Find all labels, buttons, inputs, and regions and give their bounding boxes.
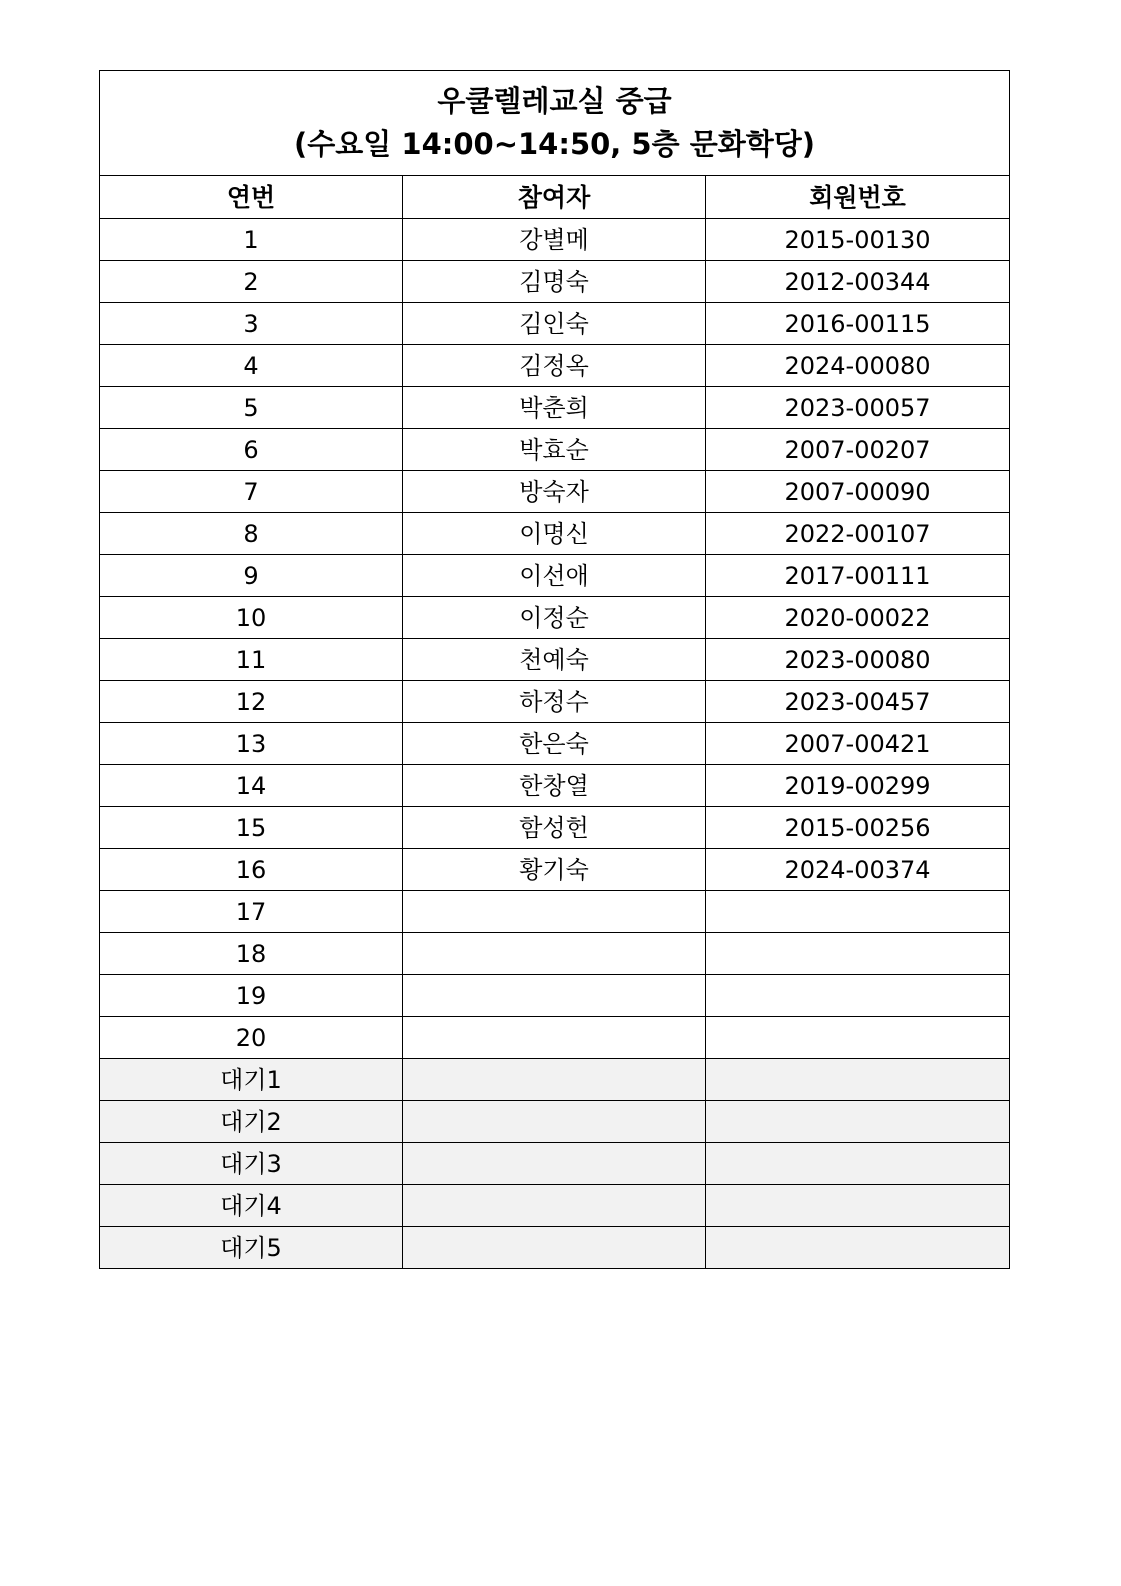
cell-participant: 김정옥: [403, 345, 706, 387]
cell-participant: [403, 1059, 706, 1101]
cell-number: 대기1: [100, 1059, 403, 1101]
cell-number: 12: [100, 681, 403, 723]
cell-member-id: 2007-00207: [706, 429, 1010, 471]
cell-participant: [403, 1227, 706, 1269]
cell-member-id: [706, 1017, 1010, 1059]
table-row: [100, 933, 1010, 975]
table-row: [100, 807, 1010, 849]
table-row: [100, 471, 1010, 513]
title-line-class-name: 우쿨렐레교실 중급: [437, 83, 672, 118]
cell-participant: 한창열: [403, 765, 706, 807]
cell-member-id: 2023-00457: [706, 681, 1010, 723]
column-header-member-id: 회원번호: [706, 176, 1010, 219]
cell-participant: [403, 1143, 706, 1185]
cell-number: 3: [100, 303, 403, 345]
cell-number: 대기5: [100, 1227, 403, 1269]
cell-number: 15: [100, 807, 403, 849]
cell-number: 9: [100, 555, 403, 597]
table-row: [100, 639, 1010, 681]
cell-member-id: 2024-00080: [706, 345, 1010, 387]
table-row: [100, 345, 1010, 387]
cell-participant: [403, 933, 706, 975]
table-row: [100, 513, 1010, 555]
cell-member-id: 2015-00256: [706, 807, 1010, 849]
roster-sheet: [99, 70, 1009, 1269]
title-line-schedule: (수요일 14:00~14:50, 5층 문화학당): [294, 127, 816, 161]
cell-participant: 천예숙: [403, 639, 706, 681]
cell-member-id: 2012-00344: [706, 261, 1010, 303]
cell-member-id: 2007-00090: [706, 471, 1010, 513]
cell-number: 7: [100, 471, 403, 513]
cell-number: 5: [100, 387, 403, 429]
cell-number: 대기3: [100, 1143, 403, 1185]
cell-member-id: 2007-00421: [706, 723, 1010, 765]
cell-participant: 이명신: [403, 513, 706, 555]
cell-number: 8: [100, 513, 403, 555]
cell-participant: 방숙자: [403, 471, 706, 513]
cell-number: 4: [100, 345, 403, 387]
table-row: [100, 849, 1010, 891]
cell-participant: 한은숙: [403, 723, 706, 765]
cell-participant: 이정순: [403, 597, 706, 639]
cell-number: 대기4: [100, 1185, 403, 1227]
cell-number: 대기2: [100, 1101, 403, 1143]
cell-participant: 박춘희: [403, 387, 706, 429]
cell-member-id: 2023-00057: [706, 387, 1010, 429]
cell-member-id: [706, 1101, 1010, 1143]
waitlist-row: [100, 1227, 1010, 1269]
cell-participant: 황기숙: [403, 849, 706, 891]
cell-member-id: [706, 1185, 1010, 1227]
cell-participant: [403, 1185, 706, 1227]
cell-member-id: [706, 933, 1010, 975]
table-row: [100, 555, 1010, 597]
cell-participant: 이선애: [403, 555, 706, 597]
cell-member-id: 2019-00299: [706, 765, 1010, 807]
cell-member-id: 2017-00111: [706, 555, 1010, 597]
cell-number: 2: [100, 261, 403, 303]
cell-member-id: 2024-00374: [706, 849, 1010, 891]
cell-member-id: 2016-00115: [706, 303, 1010, 345]
waitlist-row: [100, 1143, 1010, 1185]
cell-number: 14: [100, 765, 403, 807]
cell-participant: 김명숙: [403, 261, 706, 303]
document-title: [100, 71, 1010, 176]
cell-number: 10: [100, 597, 403, 639]
cell-number: 16: [100, 849, 403, 891]
cell-member-id: 2022-00107: [706, 513, 1010, 555]
table-row: [100, 681, 1010, 723]
cell-number: 17: [100, 891, 403, 933]
cell-number: 13: [100, 723, 403, 765]
cell-member-id: [706, 891, 1010, 933]
column-header-number: 연번: [100, 176, 403, 219]
table-row: [100, 975, 1010, 1017]
waitlist-row: [100, 1059, 1010, 1101]
cell-member-id: [706, 1227, 1010, 1269]
cell-participant: [403, 1101, 706, 1143]
cell-participant: [403, 1017, 706, 1059]
cell-participant: 김인숙: [403, 303, 706, 345]
waitlist-row: [100, 1185, 1010, 1227]
cell-number: 20: [100, 1017, 403, 1059]
cell-participant: [403, 891, 706, 933]
cell-member-id: [706, 1143, 1010, 1185]
cell-number: 11: [100, 639, 403, 681]
cell-member-id: 2020-00022: [706, 597, 1010, 639]
cell-participant: 하정수: [403, 681, 706, 723]
roster-body: [100, 219, 1010, 1269]
cell-participant: 박효순: [403, 429, 706, 471]
column-header-participant: 참여자: [403, 176, 706, 219]
cell-number: 1: [100, 219, 403, 261]
table-row: [100, 765, 1010, 807]
cell-participant: [403, 975, 706, 1017]
title-row: [100, 71, 1010, 176]
table-row: [100, 219, 1010, 261]
table-row: [100, 429, 1010, 471]
cell-member-id: 2015-00130: [706, 219, 1010, 261]
table-row: [100, 303, 1010, 345]
cell-number: 18: [100, 933, 403, 975]
cell-member-id: [706, 975, 1010, 1017]
table-row: [100, 1017, 1010, 1059]
cell-member-id: [706, 1059, 1010, 1101]
waitlist-row: [100, 1101, 1010, 1143]
cell-participant: 함성헌: [403, 807, 706, 849]
cell-number: 19: [100, 975, 403, 1017]
roster-table: [99, 70, 1010, 1269]
table-row: [100, 597, 1010, 639]
cell-participant: 강별메: [403, 219, 706, 261]
table-row: [100, 723, 1010, 765]
table-row: [100, 261, 1010, 303]
cell-number: 6: [100, 429, 403, 471]
table-row: [100, 387, 1010, 429]
cell-member-id: 2023-00080: [706, 639, 1010, 681]
column-header-row: [100, 176, 1010, 219]
table-row: [100, 891, 1010, 933]
